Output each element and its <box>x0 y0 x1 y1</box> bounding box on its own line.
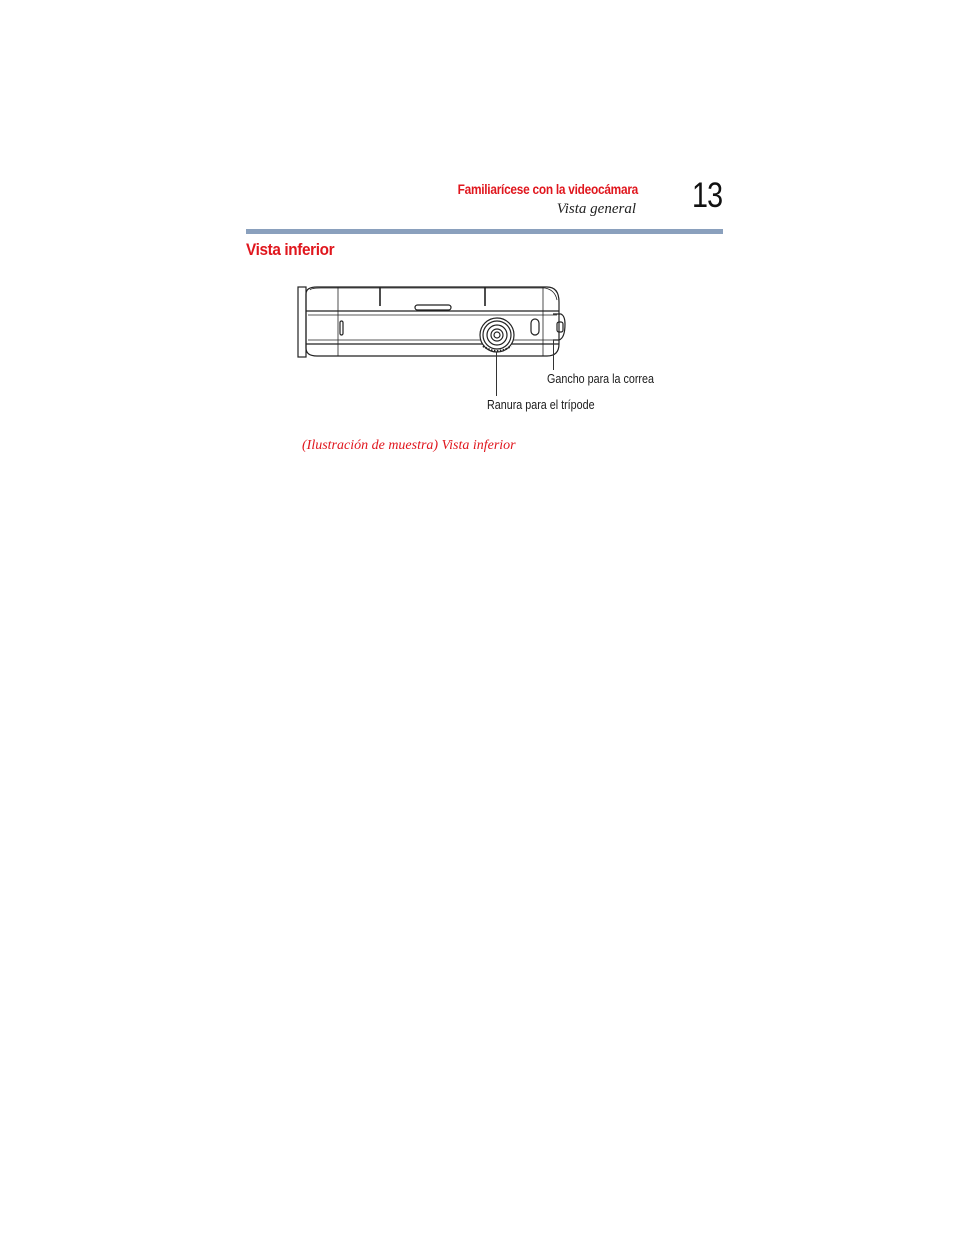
tripod-socket-leader <box>496 352 497 396</box>
figure-caption: (Ilustración de muestra) Vista inferior <box>302 438 516 453</box>
strap-hook-leader <box>553 340 554 370</box>
section-heading: Vista inferior <box>246 240 335 259</box>
page-number: 13 <box>692 176 723 215</box>
header-rule <box>246 229 723 234</box>
tripod-socket-label: Ranura para el trípode <box>487 398 595 412</box>
camcorder-bottom-view-illustration <box>295 282 585 372</box>
chapter-title: Familiarícese con la videocámara <box>457 182 638 197</box>
section-title: Vista general <box>556 201 636 217</box>
strap-hook-label: Gancho para la correa <box>547 372 654 386</box>
